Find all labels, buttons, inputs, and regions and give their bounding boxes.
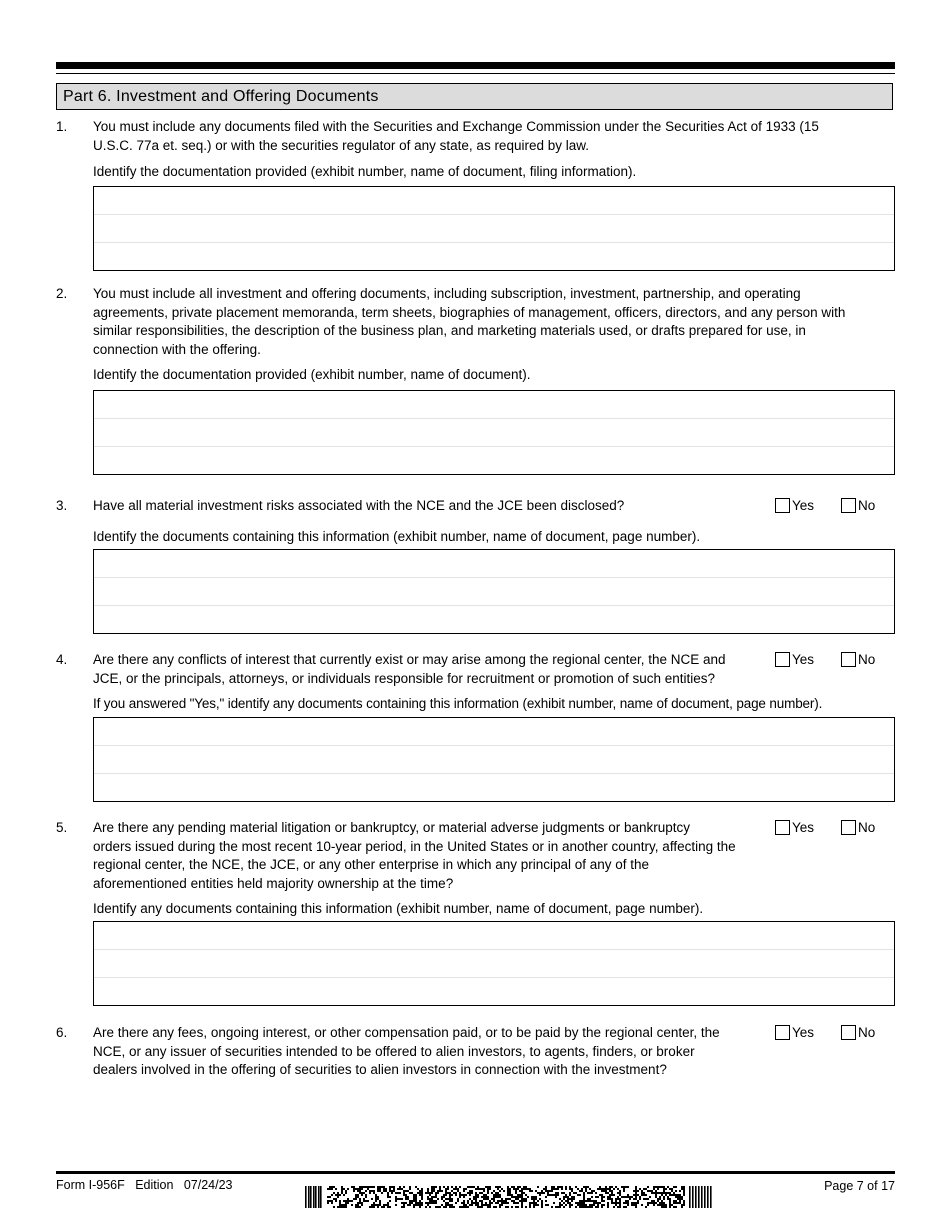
no-label: No [858, 498, 876, 513]
footer-rule [56, 1171, 895, 1174]
q1-line: You must include any documents filed with the Securities and Exchange Commission under the Securities Act of 1933 (15 [93, 119, 819, 134]
q2-instruction: Identify the documentation provided (exhibit number, name of document). [93, 367, 531, 382]
q4-yes-checkbox[interactable] [775, 652, 790, 667]
q1-number: 1. [56, 119, 68, 134]
q1-instruction: Identify the documentation provided (exhibit number, name of document, filing information). [93, 164, 637, 179]
q2-line: connection with the offering. [93, 341, 261, 357]
q3-text [93, 497, 624, 516]
yes-label: Yes [792, 1025, 815, 1040]
part-header [56, 83, 893, 110]
q1-text [93, 118, 819, 155]
no-label: No [858, 652, 876, 667]
q3-number: 3. [56, 498, 68, 513]
no-label: No [858, 820, 876, 835]
q5-documents-field[interactable] [93, 921, 895, 1006]
no-label: No [858, 1025, 876, 1040]
q3-yes-checkbox[interactable] [775, 498, 790, 513]
q4-text [93, 651, 726, 688]
yes-label: Yes [792, 820, 815, 835]
q4-no-option[interactable] [841, 652, 875, 667]
q6-line: Are there any fees, ongoing interest, or other compensation paid, or to be paid by the regional center, the [93, 1025, 720, 1040]
q1-line: U.S.C. 77a et. seq.) or with the securities regulator of any state, as required by law. [93, 137, 589, 153]
top-rule-thin [56, 73, 895, 74]
q2-line: agreements, private placement memoranda, term sheets, biographies of management, officers, directors, and any person with [93, 304, 846, 320]
q5-line: regional center, the NCE, the JCE, or any other enterprise in which any principal of any of the [93, 857, 650, 872]
q3-documents-field[interactable] [93, 549, 895, 634]
yes-label: Yes [792, 652, 815, 667]
q6-yes-option[interactable] [775, 1025, 814, 1040]
q4-line: JCE, or the principals, attorneys, or individuals responsible for recruitment or promotion of such entities? [93, 670, 716, 686]
barcode [305, 1186, 713, 1208]
q3-yes-option[interactable] [775, 498, 814, 513]
page-number: Page 7 of 17 [824, 1179, 895, 1193]
q2-line: You must include all investment and offering documents, including subscription, investment, partnership, and operating [93, 286, 801, 301]
q3-no-option[interactable] [841, 498, 875, 513]
form-id [56, 1178, 233, 1192]
q6-line: dealers involved in the offering of securities to alien investors in connection with the investment? [93, 1062, 667, 1077]
q5-line: aforementioned entities held majority ownership at the time? [93, 875, 454, 891]
q2-documentation-field[interactable] [93, 390, 895, 475]
top-rule-thick [56, 62, 895, 69]
q6-no-option[interactable] [841, 1025, 875, 1040]
q6-text [93, 1024, 720, 1080]
q2-number: 2. [56, 286, 68, 301]
q4-number: 4. [56, 652, 68, 667]
q5-text [93, 819, 736, 893]
q2-text [93, 285, 845, 359]
q5-no-option[interactable] [841, 820, 875, 835]
edition-date: 07/24/23 [183, 1178, 233, 1192]
q6-no-checkbox[interactable] [841, 1025, 856, 1040]
q5-line: orders issued during the most recent 10-year period, in the United States or in another country, affecting the [93, 838, 736, 854]
q3-no-checkbox[interactable] [841, 498, 856, 513]
q3-instruction: Identify the documents containing this information (exhibit number, name of document, page number). [93, 529, 701, 544]
q4-instruction: If you answered "Yes," identify any documents containing this information (exhibit number, name of document, page number). [93, 696, 823, 711]
q1-documentation-field[interactable] [93, 186, 895, 271]
q6-line: NCE, or any issuer of securities intended to be offered to alien investors, to agents, finders, or broker [93, 1043, 695, 1059]
q5-yes-option[interactable] [775, 820, 814, 835]
edition-label: Edition [135, 1178, 174, 1192]
q4-yes-option[interactable] [775, 652, 814, 667]
q5-number: 5. [56, 820, 68, 835]
q4-no-checkbox[interactable] [841, 652, 856, 667]
q5-instruction: Identify any documents containing this information (exhibit number, name of document, page number). [93, 901, 704, 916]
q6-number: 6. [56, 1025, 68, 1040]
q5-yes-checkbox[interactable] [775, 820, 790, 835]
q3-line: Have all material investment risks associated with the NCE and the JCE been disclosed? [93, 498, 625, 513]
q5-no-checkbox[interactable] [841, 820, 856, 835]
q5-line: Are there any pending material litigation or bankruptcy, or material adverse judgments or bankruptcy [93, 820, 691, 835]
q4-documents-field[interactable] [93, 717, 895, 802]
form-number: Form I-956F [56, 1178, 125, 1192]
q6-yes-checkbox[interactable] [775, 1025, 790, 1040]
q4-line: Are there any conflicts of interest that currently exist or may arise among the regional center, the NCE and [93, 652, 726, 667]
yes-label: Yes [792, 498, 815, 513]
q2-line: similar responsibilities, the description of the business plan, and marketing materials used, or drafts prepared for use, in [93, 323, 806, 338]
part-title: Part 6. Investment and Offering Documents [63, 88, 379, 105]
